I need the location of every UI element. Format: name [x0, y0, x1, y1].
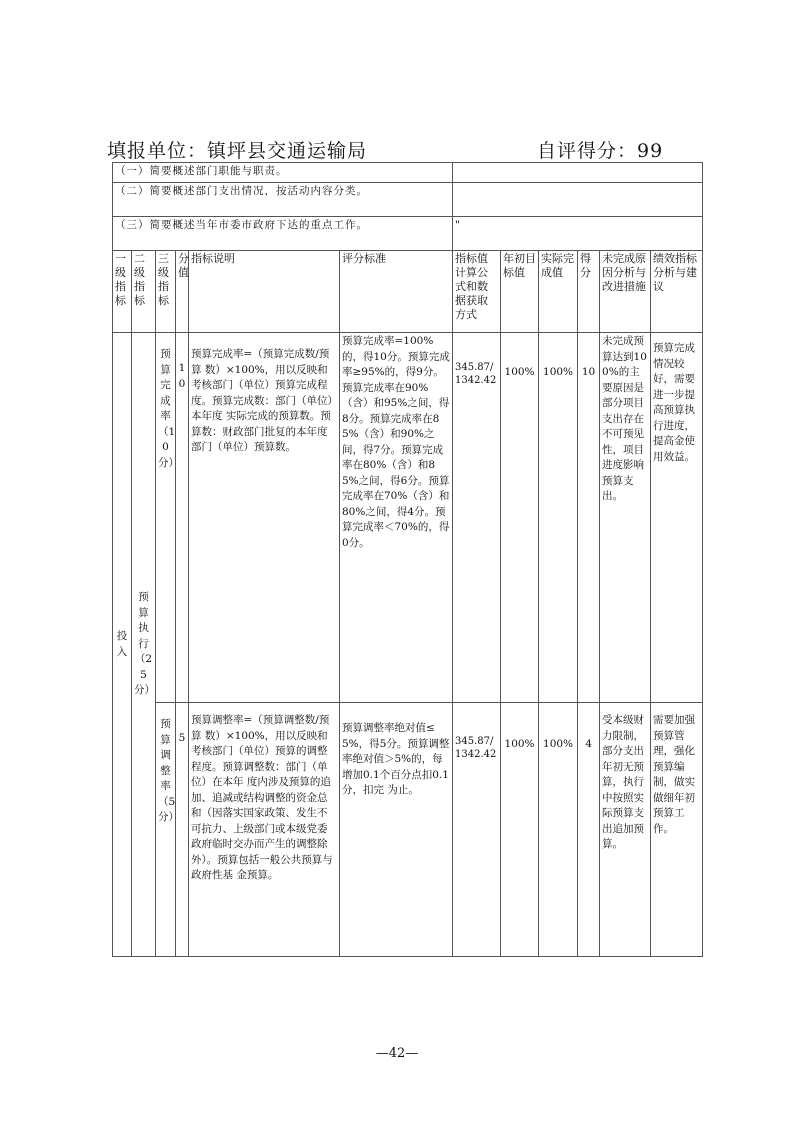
weight-cell: 10 [176, 333, 189, 703]
col-criteria: 评分标准 [340, 251, 453, 333]
level1-cell: 投入 [113, 333, 132, 957]
col-advice: 绩效指标分析与建议 [651, 251, 703, 333]
criteria-cell: 预算完成率=100%的，得10分。预算完成率≥95%的，得9分。预算完成率在90%（含）和95%之间，得8分。预算完成率在85%（含）和90%之间，得7分。预算完成率在80%（含）和85%之间，得6分。预算完成率在70%（含）和80%之间，得4分。预算完成率＜70%的，得0分。 [340, 333, 453, 703]
reason-cell: 未完成预算达到100%的主要原因是部分项目支出存在不可预见性，项目进度影响预算支出。 [600, 333, 651, 703]
col-target: 年初目标值 [501, 251, 539, 333]
table-row [113, 333, 703, 703]
col-score: 得分 [578, 251, 600, 333]
weight-cell: 5 [176, 703, 189, 957]
actual-cell: 100% [539, 703, 578, 957]
col-description: 指标说明 [189, 251, 340, 333]
evaluation-table [112, 162, 703, 957]
level2-cell: 预算执行（25分） [132, 333, 156, 957]
col-level3: 三级指标 [156, 251, 176, 333]
formula-cell: 345.87/1342.42 [453, 333, 501, 703]
target-cell: 100% [501, 703, 539, 957]
col-reason: 未完成原因分析与改进措施 [600, 251, 651, 333]
reason-cell: 受本级财力限制，部分支出年初无预算，执行中按照实际预算支出追加预算。 [600, 703, 651, 957]
intro-row [113, 163, 703, 183]
col-level1: 一级指标 [113, 251, 132, 333]
intro-question: （一）简要概述部门职能与职责。 [113, 163, 453, 183]
advice-cell: 需要加强预算管理，强化预算编制，做实做细年初预算工作。 [651, 703, 703, 957]
criteria-cell: 预算调整率绝对值≤5%，得5分。预算调整率绝对值＞5%的，每增加0.1个百分点扣0.1分，扣完 为止。 [340, 703, 453, 957]
intro-row [113, 217, 703, 251]
description-cell: 预算完成率=（预算完成数/预算 数）×100%，用以反映和考核部门（单位）预算完成程度。预算完成数：部门（单位）本年度 实际完成的预算数。预算数：财政部门批复的本年度部门（单位）预算数。 [189, 333, 340, 703]
col-formula: 指标值计算公式和数据获取方式 [453, 251, 501, 333]
intro-answer: " [453, 217, 703, 251]
description-cell: 预算调整率=（预算调整数/预算 数）×100%，用以反映和考核部门（单位）预算的调整程度。预算调整数：部门（单位）在本年 度内涉及预算的追加、追减或结构调整的资金总和（因落实国家政策、发生不可抗力、上级部门或本级党委政府临时交办而产生的调整除 外）。预算包括一般公共预算与政府性基 金预算。 [189, 703, 340, 957]
level3-cell: 预算完成率（10分） [156, 333, 176, 703]
intro-question: （三）简要概述当年市委市政府下达的重点工作。 [113, 217, 453, 251]
score-cell: 10 [578, 333, 600, 703]
formula-cell: 345.87/1342.42 [453, 703, 501, 957]
col-actual: 实际完成值 [539, 251, 578, 333]
intro-question: （二）简要概述部门支出情况，按活动内容分类。 [113, 183, 453, 217]
col-weight: 分值 [176, 251, 189, 333]
self-score: 自评得分：99 [537, 140, 664, 162]
score-cell: 4 [578, 703, 600, 957]
actual-cell: 100% [539, 333, 578, 703]
target-cell: 100% [501, 333, 539, 703]
level3-cell: 预算调整率（5分） [156, 703, 176, 957]
table-row [113, 703, 703, 957]
col-level2: 二级指标 [132, 251, 156, 333]
reporting-unit: 填报单位：镇坪县交通运输局 [107, 140, 368, 162]
intro-answer [453, 183, 703, 217]
advice-cell: 预算完成情况较好，需要进一步提高预算执行进度，提高金使用效益。 [651, 333, 703, 703]
intro-row [113, 183, 703, 217]
report-header [107, 136, 667, 160]
column-header-row [113, 251, 703, 333]
page-number: —42— [375, 1046, 419, 1061]
intro-answer [453, 163, 703, 183]
